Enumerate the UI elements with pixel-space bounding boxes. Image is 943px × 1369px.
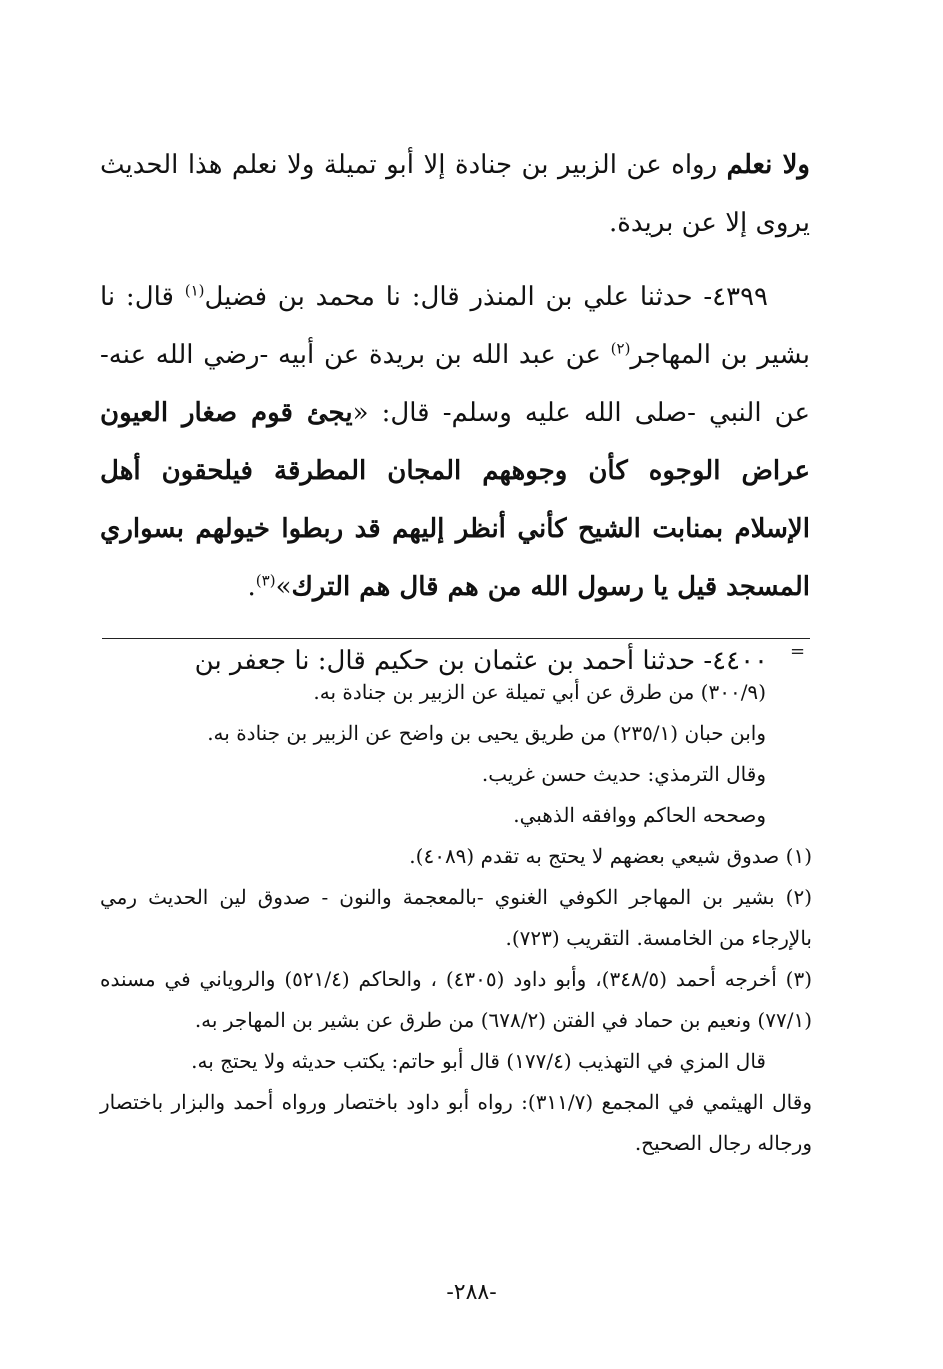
main-text bbox=[100, 136, 810, 690]
footnote-3-extra: قال المزي في التهذيب (١٧٧/٤) قال أبو حاتم: يكتب حديثه ولا يحتج به. bbox=[191, 1049, 766, 1073]
hadith-4399-isnad-b: قال: نا بشير بن المهاجر bbox=[100, 282, 810, 370]
continuation-mark: = bbox=[790, 641, 806, 662]
footnote-3-extra: وقال الهيثمي في المجمع (٣١١/٧): رواه أبو داود باختصار ورواه أحمد والبزار باختصار ورجاله رجال الصحيح. bbox=[100, 1090, 812, 1155]
hadith-4399-isnad-c: عن عبد الله بن بريدة عن أبيه -رضي الله عنه- عن النبي -صلى الله عليه وسلم- قال: bbox=[100, 340, 810, 428]
footnote-ref-2[interactable]: (٢) bbox=[610, 339, 631, 358]
footnote-separator bbox=[102, 638, 810, 639]
hadith-4400-text: ٤٤٠٠- حدثنا أحمد بن عثمان بن حكيم قال: نا جعفر بن bbox=[194, 646, 768, 676]
lead-phrase: ولا نعلم bbox=[726, 150, 810, 180]
hadith-4399 bbox=[100, 268, 810, 616]
paragraph-1 bbox=[100, 136, 810, 252]
footnote-continued-line: وابن حبان (٢٣٥/١) من طريق يحيى بن واضح عن الزبير بن جنادة به. bbox=[207, 721, 766, 745]
quote-open: « bbox=[352, 398, 369, 428]
footnote-ref-3[interactable]: (٣) bbox=[255, 571, 276, 590]
footnotes bbox=[100, 672, 812, 1164]
footnote-continued-line: وقال الترمذي: حديث حسن غريب. bbox=[481, 762, 766, 786]
footnote-1: (١) صدوق شيعي بعضهم لا يحتج به تقدم (٤٠٨٩). bbox=[409, 844, 812, 868]
footnote-continued-line: (٣٠٠/٩) من طرق عن أبي تميلة عن الزبير بن جنادة به. bbox=[313, 680, 766, 704]
footnote-continued-line: وصححه الحاكم ووافقه الذهبي. bbox=[513, 803, 766, 827]
footnote-2: (٢) بشير بن المهاجر الكوفي الغنوي -بالمعجمة والنون - صدوق لين الحديث رمي بالإرجاء من الخامسة. التقريب (٧٢٣). bbox=[100, 885, 812, 950]
hadith-4399-matn: يجئ قوم صغار العيون عراض الوجوه كأن وجوههم المجان المطرقة فيلحقون أهل الإسلام بمنابت الشيح كأني أنظر إليهم قد ربطوا خيولهم بسواري المسجد قيل يا رسول الله من هم قال هم الترك bbox=[100, 398, 810, 602]
hadith-4399-isnad-a: ٤٣٩٩- حدثنا علي بن المنذر قال: نا محمد بن فضيل bbox=[204, 282, 768, 312]
quote-close: » bbox=[275, 572, 292, 602]
paragraph-1-text: رواه عن الزبير بن جنادة إلا أبو تميلة ولا نعلم هذا الحديث يروى إلا عن بريدة. bbox=[100, 150, 810, 238]
footnote-ref-1[interactable]: (١) bbox=[184, 281, 205, 300]
hadith-4399-end: . bbox=[247, 572, 256, 602]
footnote-3: (٣) أخرجه أحمد (٣٤٨/٥)، وأبو داود (٤٣٠٥) ، والحاكم (٥٢١/٤) والروياني في مسنده (٧٧/١) ونعيم بن حماد في الفتن (٦٧٨/٢) من طرق عن بشير بن المهاجر به. bbox=[100, 967, 812, 1032]
page-number: -٢٨٨- bbox=[446, 1280, 497, 1305]
